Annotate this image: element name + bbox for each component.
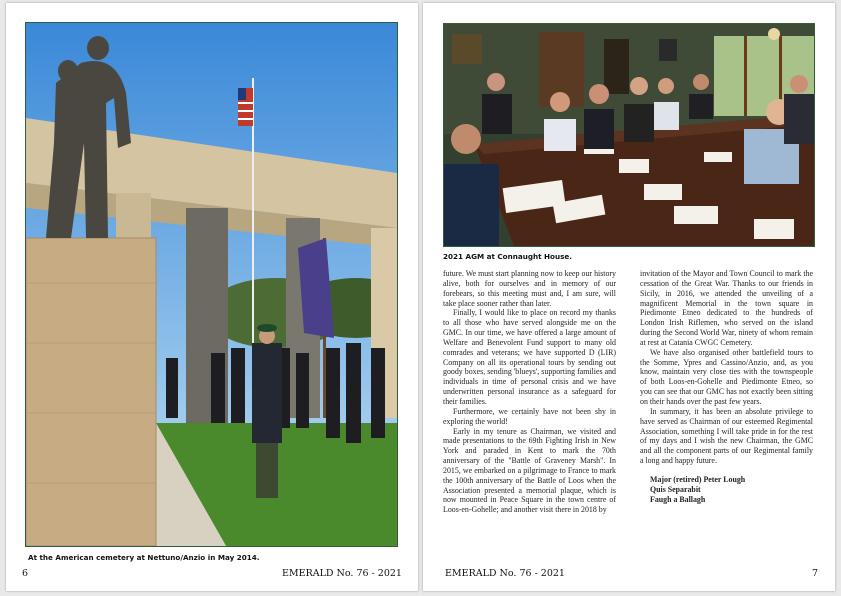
cemetery-photo [25, 22, 398, 547]
left-page [6, 3, 418, 591]
left-footer-title: EMERALD No. 76 - 2021 [282, 568, 402, 579]
right-page-number: 7 [812, 568, 819, 579]
right-photo-caption: 2021 AGM at Connaught House. [443, 252, 572, 261]
article-paragraph: Furthermore, we certainly have not been shy in exploring the world! [443, 406, 616, 426]
signature-name: Major (retired) Peter Lough [650, 474, 746, 484]
signature-motto: Quis Separabit [650, 484, 701, 494]
left-photo-caption: At the American cemetery at Nettuno/Anzio in May 2014. [28, 553, 260, 562]
article-column-right [640, 269, 813, 504]
article-column-left [443, 269, 616, 515]
article-paragraph: future. We must start planning now to keep our history alive, both for ourselves and in memory of our forebears, so this meeting must and, I am sure, will take place sooner rather than later. [443, 269, 616, 308]
signature-motto: Faugh a Ballagh [650, 494, 706, 504]
right-page [423, 3, 835, 591]
article-paragraph: In summary, it has been an absolute privilege to have served as Chairman of our esteemed Regimental Association, something I will take pride in for the rest of my days and I wish the new Chairman, the GMC and all the component parts of our Regimental family a long and happy future. [640, 406, 813, 466]
article-paragraph: We have also organised other battlefield tours to the Somme, Ypres and Cassino/Anzio, and, as you know, maintain very close ties with the townspeople of both Loos-en-Gohelle and Piedimonte Etneo, so you can see that our GMC has not exactly been sitting on their hands over the past few years. [640, 347, 813, 406]
article-paragraph: Finally, I would like to place on record my thanks to all those who have served alongside me on the GMC. In our time, we have offered a large amount of Welfare and Benevolent Fund support to many old comrades and veterans; we have supported D (LIR) Company on all its operational tours by sending out goody boxes, sending 'blueys', supporting families and individuals in time of personal crisis and we have underwritten personal insurance as a safeguard for their families. [443, 308, 616, 406]
article-paragraph: Early in my tenure as Chairman, we visited and made presentations to the 69th Fighting Irish in New York and paraded in Kent to mark the 70th anniversary of the "Battle of Graveney Marsh". In 2015, we embarked on a pilgrimage to France to mark the 100th anniversary of the Battle of Loos when the Association presented a memorial plaque, which is now mounted in Peace Square in the town centre of Loos-en-Gohelle; and another visit there in 2018 by [443, 426, 616, 515]
left-page-number: 6 [22, 568, 29, 579]
article-paragraph: invitation of the Mayor and Town Council to mark the cessation of the Great War. Thanks to our friends in Sicily, in 2016, we attended the unveiling of a magnificent Memorial in the town square in Piedimonte Etneo dedicated to the hundreds of London Irish Riflemen, who served on the island during the Second World War, ninety of whom remain at rest at Catania CWGC Cemetery. [640, 269, 813, 347]
agm-photo [443, 23, 815, 247]
right-footer-title: EMERALD No. 76 - 2021 [445, 568, 565, 579]
